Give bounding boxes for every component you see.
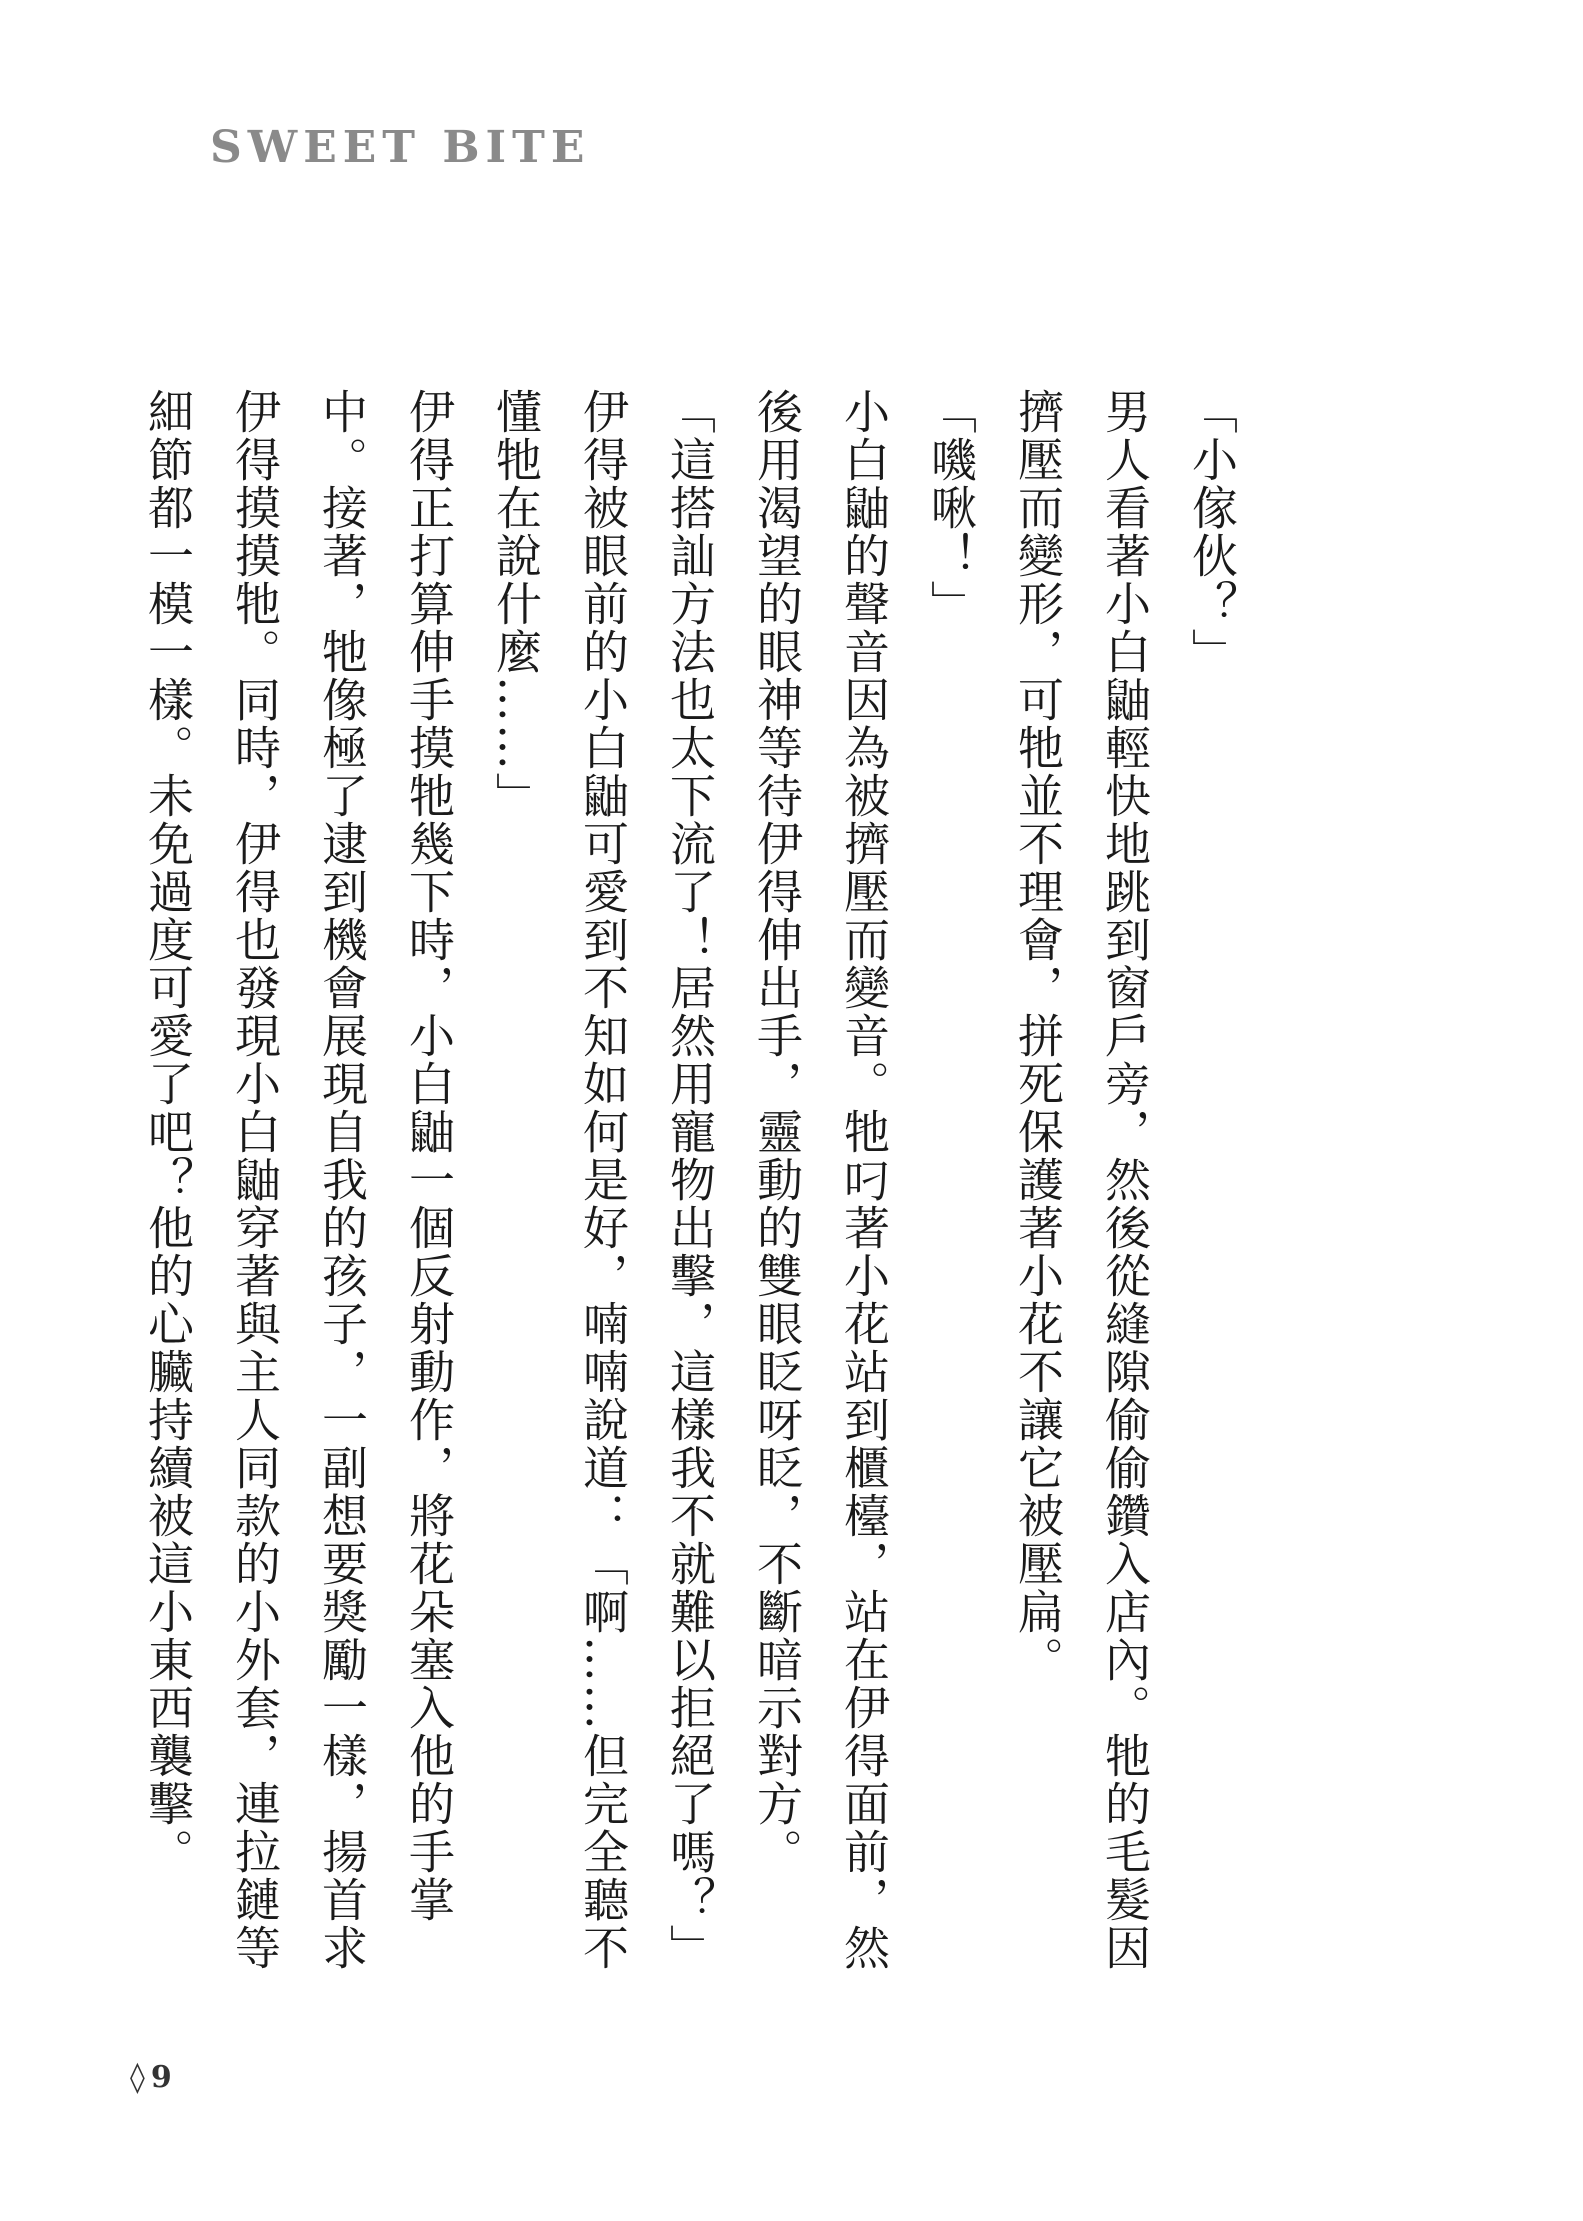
- paragraph-1: 「小傢伙？」: [1185, 388, 1239, 676]
- paragraph-4: 小白鼬的聲音因為被擠壓而變音。牠叼著小花站到櫃檯，站在伊得面前，然後用渴望的眼神等待伊得伸出手，靈動的雙眼眨呀眨，不斷暗示對方。: [750, 388, 891, 1972]
- page-folio: [130, 2060, 172, 2095]
- diamond-icon: ◊: [130, 2060, 145, 2095]
- vertical-body-text: [124, 388, 1255, 1978]
- paragraph-5: 「這搭訕方法也太下流了！居然用寵物出擊，這樣我不就難以拒絕了嗎？」伊得被眼前的小白鼬可愛到不知如何是好，喃喃說道：「啊……但完全聽不懂牠在說什麼……」: [489, 388, 717, 1972]
- running-title: SWEET BITE: [210, 122, 591, 173]
- paragraph-2: 男人看著小白鼬輕快地跳到窗戶旁，然後從縫隙偷偷鑽入店內。牠的毛髮因擠壓而變形，可牠並不理會，拼死保護著小花不讓它被壓扁。: [1011, 388, 1152, 1972]
- paragraph-3: 「嘰啾！」: [924, 388, 978, 628]
- page-number: 9: [150, 2060, 172, 2095]
- paragraph-6: 伊得正打算伸手摸牠幾下時，小白鼬一個反射動作，將花朵塞入他的手掌中。接著，牠像極了逮到機會展現自我的孩子，一副想要獎勵一樣，揚首求伊得摸摸牠。同時，伊得也發現小白鼬穿著與主人同款的小外套，連拉鏈等細節都一模一樣。未免過度可愛了吧？他的心臟持續被這小東西襲擊。: [141, 388, 456, 1972]
